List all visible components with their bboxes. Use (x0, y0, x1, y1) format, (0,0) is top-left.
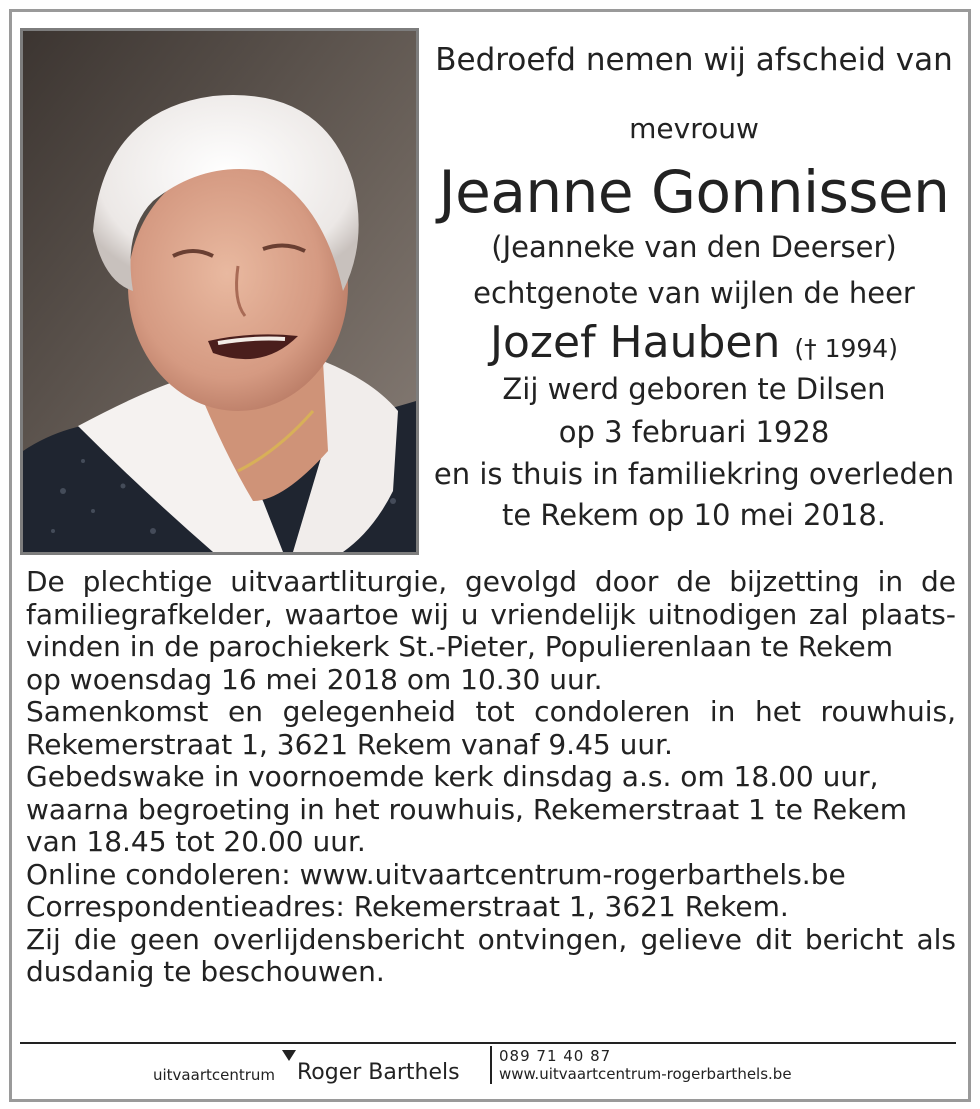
footer-website: www.uitvaartcentrum-rogerbarthels.be (499, 1065, 792, 1083)
details-line: familiegrafkelder, waartoe wij u vriendelijk uitnodigen zal plaats- (26, 597, 956, 631)
footer-brand: Roger Barthels (297, 1060, 460, 1085)
online-condolences-line: Online condoleren: www.uitvaartcentrum-rogerbarthels.be (26, 857, 846, 891)
details-line: De plechtige uitvaartliturgie, gevolgd door de bijzetting in de (26, 565, 956, 598)
footer-prefix: uitvaartcentrum (153, 1066, 276, 1084)
logo-triangle-icon (282, 1050, 296, 1061)
funeral-details (26, 566, 956, 989)
details-line: Rekemerstraat 1, 3621 Rekem vanaf 9.45 uur. (26, 727, 673, 761)
details-line: Samenkomst en gelegenheid tot condoleren in het rouwhuis, (26, 695, 956, 728)
details-line: waarna begroeting in het rouwhuis, Rekemerstraat 1 te Rekem (26, 792, 907, 826)
footer-divider (20, 1042, 956, 1044)
details-line: van 18.45 tot 20.00 uur. (26, 825, 366, 858)
spouse-line (420, 317, 968, 368)
details-line: dusdanig te beschouwen. (26, 955, 385, 988)
died-line-2: te Rekem op 10 mei 2018. (501, 498, 887, 532)
died-line-1: en is thuis in familiekring overleden (433, 457, 955, 491)
portrait-photo (20, 28, 419, 555)
spouse-intro: echtgenote van wijlen de heer (473, 276, 915, 310)
footer-phone: 089 71 40 87 (499, 1047, 612, 1065)
spouse-name: Jozef Hauben (490, 317, 781, 368)
spouse-death-year: († 1994) (794, 334, 898, 363)
title-text: mevrouw (629, 112, 759, 145)
footer-separator (490, 1046, 492, 1084)
details-line: Zij die geen overlijdensbericht ontvingen, gelieve dit bericht als (26, 922, 956, 956)
correspondence-address-line: Correspondentieadres: Rekemerstraat 1, 3621 Rekem. (26, 890, 789, 923)
details-line: vinden in de parochiekerk St.-Pieter, Populierenlaan te Rekem (26, 630, 893, 663)
born-line-1: Zij werd geboren te Dilsen (502, 372, 886, 406)
details-line: op woensdag 16 mei 2018 om 10.30 uur. (26, 662, 603, 696)
intro-text: Bedroefd nemen wij afscheid van (435, 42, 953, 78)
nickname: (Jeanneke van den Deerser) (491, 230, 897, 264)
deceased-name: Jeanne Gonnissen (438, 158, 950, 226)
details-line: Gebedswake in voornoemde kerk dinsdag a.s. om 18.00 uur, (26, 760, 879, 793)
born-line-2: op 3 februari 1928 (558, 415, 830, 449)
footer (0, 1046, 980, 1090)
portrait-image (23, 31, 416, 552)
